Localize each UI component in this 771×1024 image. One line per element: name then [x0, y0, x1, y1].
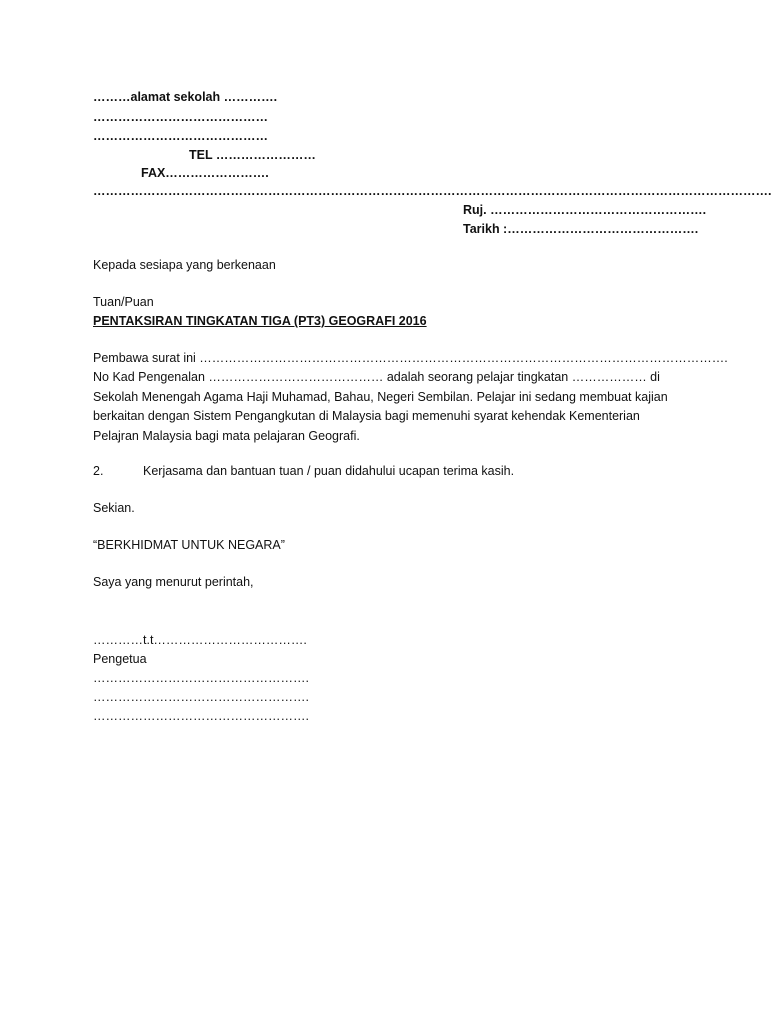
paragraph-2-number: 2.	[93, 464, 104, 478]
closing-sekian: Sekian.	[93, 501, 135, 515]
paragraph-1: No Kad Pengenalan …………………………………… adalah seorang pelajar tingkatan ……………… di Sekolah Menengah Agama Haji Muhamad, Bahau, Negeri Sembilan. Pelajar ini sedang membuat kajian berkaitan dengan Sistem Pengangkutan di Malaysia bagi memenuhi syarat kehendak Kementerian Pelajran Malaysia bagi mata pelajaran Geografi.	[93, 370, 668, 443]
letter-date: Tarikh :……………………………………….	[463, 222, 699, 236]
paragraph-2: Kerjasama dan bantuan tuan / puan didahului ucapan terima kasih.	[143, 464, 515, 478]
letter-subject: PENTAKSIRAN TINGKATAN TIGA (PT3) GEOGRAFI 2016	[93, 314, 427, 328]
school-tel: TEL ……………………	[189, 148, 316, 162]
signatory-line-2: …………………………………………….	[93, 690, 309, 704]
greeting: Tuan/Puan	[93, 295, 154, 309]
reference-number: Ruj. …………………………………………….	[463, 203, 707, 217]
school-fax: FAX…………………….	[141, 166, 269, 180]
motto: “BERKHIDMAT UNTUK NEGARA”	[93, 538, 285, 552]
closing-statement: Saya yang menurut perintah,	[93, 575, 254, 589]
recipient-line: Kepada sesiapa yang berkenaan	[93, 258, 276, 272]
header-separator: ……………………………………………………………………………………………………………………………………………….	[93, 184, 771, 198]
signatory-title: Pengetua	[93, 652, 147, 666]
signature-line: …………t.t……………………………….	[93, 633, 307, 647]
bearer-line: Pembawa surat ini ……………………………………………………………………………………………………………….	[93, 351, 728, 365]
school-address-line1: ………alamat sekolah ………….	[93, 90, 278, 104]
signatory-line-3: …………………………………………….	[93, 709, 309, 723]
school-address-line2: ……………………………………	[93, 110, 268, 124]
signatory-line-1: …………………………………………….	[93, 671, 309, 685]
school-address-line3: ……………………………………	[93, 129, 268, 143]
